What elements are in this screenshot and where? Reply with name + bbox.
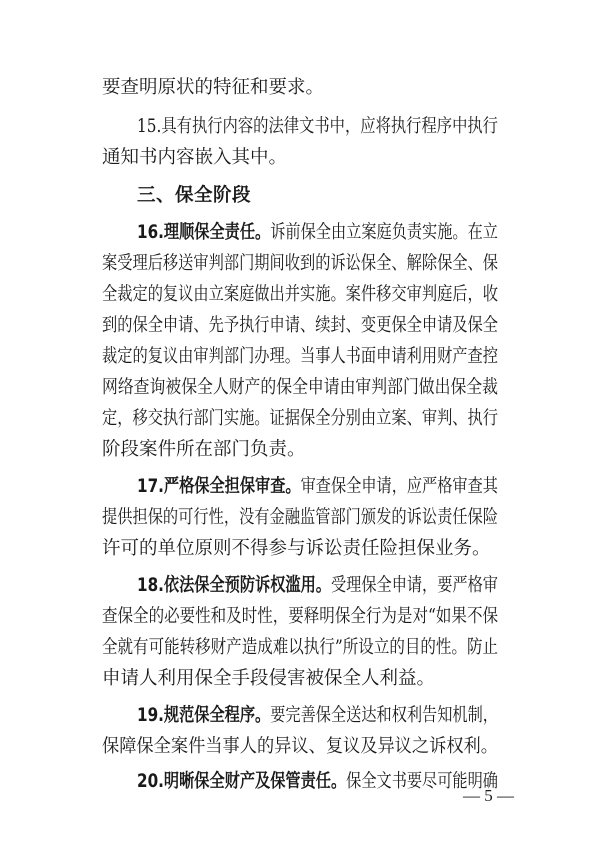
line-text: 裁定的复议由审判部门办理。当事人书面申请利用财产查控	[102, 346, 498, 367]
paragraph-18-line-2	[0, 601, 600, 633]
clause-text: 受理保全申请，要严格审	[330, 575, 498, 596]
section-title: 三、保全阶段	[137, 185, 252, 206]
clause-title: 16.理顺保全责任。	[137, 222, 271, 243]
clause-text: 保全文书要尽可能明确	[346, 771, 498, 792]
paragraph-16-line-4	[0, 310, 600, 342]
clause-title: 18.依法保全预防诉权滥用。	[137, 575, 331, 596]
line-text: 要查明原状的特征和要求。	[102, 77, 325, 98]
paragraph-14-end	[0, 72, 600, 104]
line-text: 保障保全案件当事人的异议、复议及异议之诉权利。	[102, 736, 498, 757]
paragraph-16-line-6	[0, 372, 600, 404]
paragraph-18	[0, 570, 600, 602]
line-text: 15.具有执行内容的法律文书中，应将执行程序中执行	[137, 116, 498, 137]
paragraph-16-line-8	[0, 434, 600, 466]
paragraph-17-line-2	[0, 502, 600, 534]
line-text: 到的保全申请、先予执行申请、续封、变更保全申请及保全	[102, 315, 498, 336]
page-number: — 5 —	[463, 786, 514, 805]
paragraph-15	[0, 111, 600, 143]
paragraph-17	[0, 471, 600, 503]
line-text: 提供担保的可行性，没有金融监管部门颁发的诉讼责任保险	[102, 507, 498, 528]
paragraph-17-line-3	[0, 533, 600, 565]
clause-text: 要完善保全送达和权利告知机制，	[270, 705, 498, 726]
clause-title: 17.严格保全担保审查。	[137, 476, 301, 497]
paragraph-18-line-3	[0, 632, 600, 664]
line-text: 许可的单位原则不得参与诉讼责任险担保业务。	[102, 538, 491, 559]
paragraph-16-line-7	[0, 403, 600, 435]
clause-text: 诉前保全由立案庭负责实施。在立	[270, 222, 498, 243]
paragraph-15-cont	[0, 142, 600, 174]
line-text: 案受理后移送审判部门期间收到的诉讼保全、解除保全、保	[102, 253, 498, 274]
paragraph-18-line-4	[0, 663, 600, 695]
line-text: 查保全的必要性和及时性，要释明保全行为是对“如果不保	[102, 606, 498, 627]
paragraph-16-line-5	[0, 341, 600, 373]
line-text: 通知书内容嵌入其中。	[102, 147, 288, 168]
line-text: 全就有可能转移财产造成难以执行”所设立的目的性。防止	[102, 637, 498, 658]
line-text: 全裁定的复议由立案庭做出并实施。案件移交审判庭后，收	[102, 284, 498, 305]
line-text: 申请人利用保全手段侵害被保全人利益。	[102, 668, 436, 689]
line-text: 定，移交执行部门实施。证据保全分别由立案、审判、执行	[102, 408, 498, 429]
line-text: 网络查询被保全人财产的保全申请由审判部门做出保全裁	[102, 377, 498, 398]
line-text: 阶段案件所在部门负责。	[102, 439, 306, 460]
section-heading	[0, 180, 600, 212]
paragraph-16	[0, 217, 600, 249]
clause-title: 19.规范保全程序。	[137, 705, 271, 726]
paragraph-19	[0, 700, 600, 732]
paragraph-19-line-2	[0, 731, 600, 763]
paragraph-16-line-3	[0, 279, 600, 311]
clause-title: 20.明晰保全财产及保管责任。	[137, 771, 347, 792]
clause-text: 审查保全申请，应严格审查其	[300, 476, 498, 497]
paragraph-16-line-2	[0, 248, 600, 280]
